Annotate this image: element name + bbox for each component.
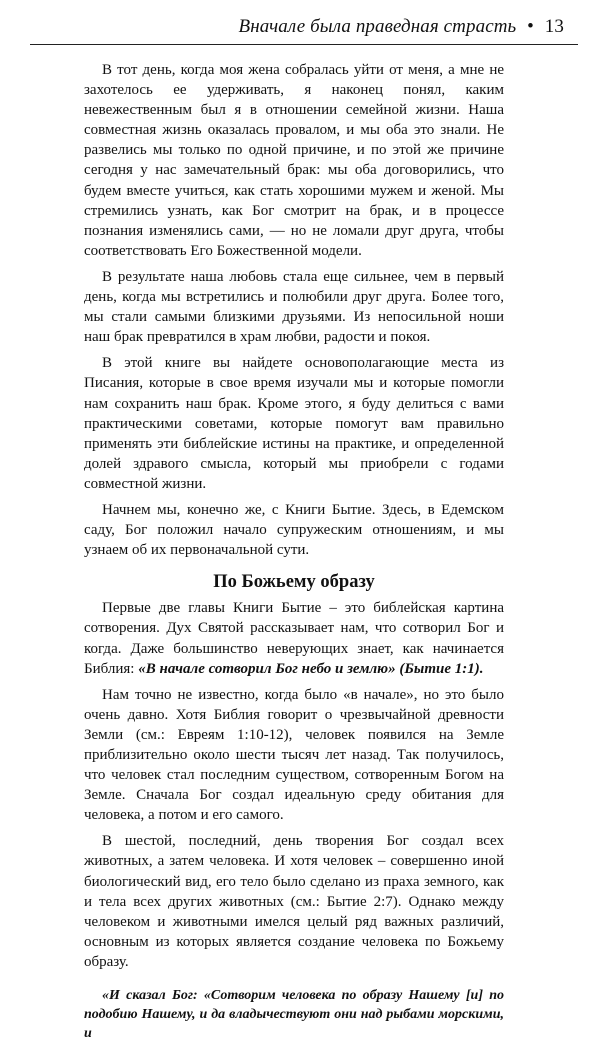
running-title: Вначале была праведная страсть xyxy=(238,16,517,37)
paragraph-3: В этой книге вы найдете основополагающие места из Писания, которые в свое время изучали мы и которые помогли нам сохранить наш брак. Кроме этого, я буду делиться с вами практическими советами, которые помогут вам правильно применять эти библейские истины на практике, и определенной долей здравого смысла, который мы приобрели с годами совместной жизни. xyxy=(84,355,504,492)
paragraph-5-text: Первые две главы Книги Бытие – это библейская картина сотворения. Дух Святой рассказывает нам, что сотворил Бог и когда. Даже большинство неверующих знает, как начинается Библия: xyxy=(84,600,504,677)
block-quote: «И сказал Бог: «Сотворим человека по образу Нашему [и] по подобию Нашему, и да владычествуют они над рыбами морскими, и xyxy=(84,988,504,1042)
paragraph-6: Нам точно не известно, когда было «в начале», но это было очень давно. Хотя Библия говорит о чрезвычайной древности Земли (см.: Евреям 1:10-12), человек появился на Земле приблизительно около шести тысяч лет назад. Так получилось, что человек стал последним существом, сотворенным Богом на Земле. Сначала Бог создал идеальную среду обитания для человека, а потом и его самого. xyxy=(84,686,504,824)
scripture-quote-genesis: «В начале сотворил Бог небо и землю» (Бытие 1:1). xyxy=(138,660,484,677)
paragraph-7: В шестой, последний, день творения Бог создал всех животных, а затем человека. И хотя человек – совершенно иной биологический вид, его тело было сделано из праха земного, как и тела всех других животных (см.: Бытие 2:7). Однако между человеком и животными имелся целый ряд важных различий, основным из которых является создание человека по Божьему образу. xyxy=(84,833,504,970)
paragraph-4: Начнем мы, конечно же, с Книги Бытие. Здесь, в Едемском саду, Бог положил начало супружеским отношениям, и мы узнаем об их первоначальной сути. xyxy=(84,501,504,559)
section-title: По Божьему образу xyxy=(213,572,375,593)
body-text xyxy=(84,60,504,1043)
paragraph-1: В тот день, когда моя жена собралась уйти от меня, а мне не захотелось ее удерживать, я наконец понял, каким невежественным был я в отношении семейной жизни. Наша совместная жизнь оказалась провалом, и мы оба это знали. Не развелись мы только по одной причине, и по этой же причине сегодня у нас замечательный брак: мы оба договорились, что будем вместе учиться, как стать хорошими мужем и женой. Мы стремились узнать, как Бог смотрит на брак, и в процессе познания изменялись сами, — но не ломали друг друга, чтобы соответствовать Его Божественной модели. xyxy=(84,62,504,259)
page-number: 13 xyxy=(544,16,564,37)
header-separator: • xyxy=(527,16,534,37)
header-rule xyxy=(30,44,578,45)
running-head xyxy=(239,16,564,38)
paragraph-2: В результате наша любовь стала еще сильнее, чем в первый день, когда мы встретились и полюбили друг друга. Более того, мы стали самыми близкими друзьями. Из непосильной ноши наш брак превратился в храм любви, радости и покоя. xyxy=(84,268,504,346)
paragraph-5 xyxy=(84,598,504,678)
